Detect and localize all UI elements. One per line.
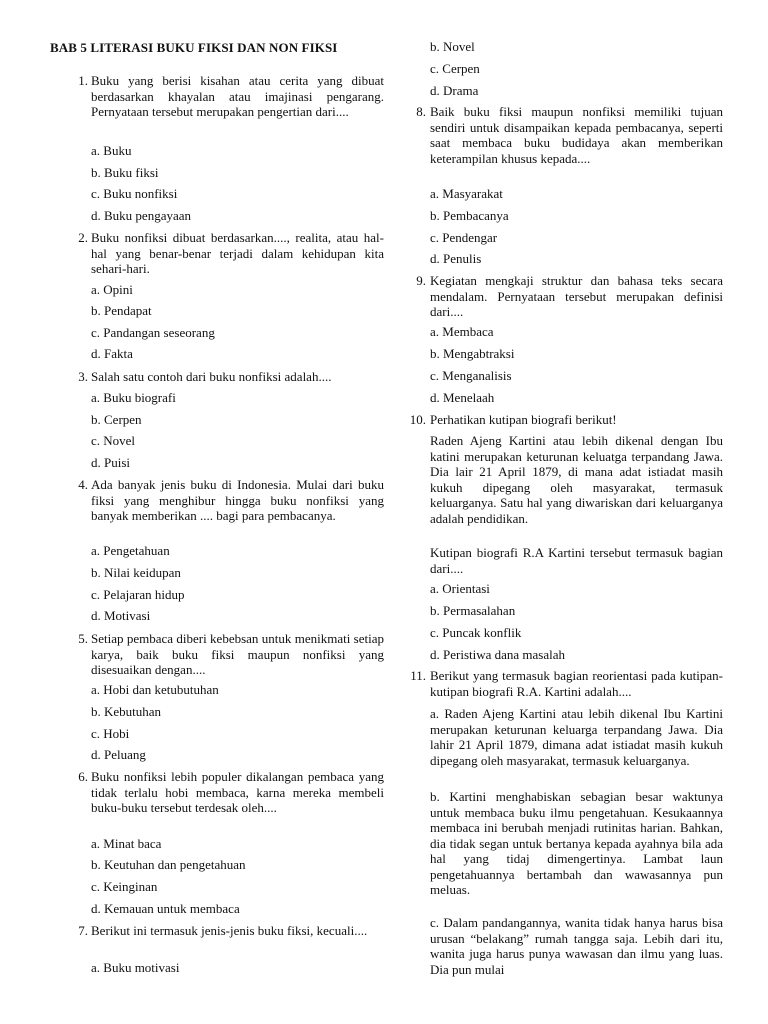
question-text: Ada banyak jenis buku di Indonesia. Mulai dari buku fiksi yang menghibur hingga buku nonfiksi yang banyak memberikan .... bagi para pembacanya. [91,477,384,523]
option-c: c. Hobi [91,726,130,741]
option-a: a. Buku [91,143,132,158]
option-c: c. Pelajaran hidup [91,587,185,602]
option-a: a. Opini [91,282,133,297]
question-10 [406,412,723,428]
option-c: c. Menganalisis [430,368,512,383]
option-d: d. Motivasi [91,608,151,623]
option-a: a. Buku biografi [91,390,176,405]
option-c: c. Novel [91,433,136,448]
option-a: a. Pengetahuan [91,543,170,558]
option-c: c. Keinginan [91,879,158,894]
question-number: 7. [78,923,88,938]
question-number: 4. [78,477,88,492]
question-9 [406,273,723,320]
page-title: BAB 5 LITERASI BUKU FIKSI DAN NON FIKSI [50,40,338,55]
question-number: 6. [78,769,88,784]
question-prompt: Kutipan biografi R.A Kartini tersebut termasuk bagian dari.... [430,545,723,576]
option-d: d. Kemauan untuk membaca [91,901,240,916]
question-text: Berikut yang termasuk bagian reorientasi pada kutipan-kutipan biografi R.A. Kartini adalah.... [430,668,723,699]
option-b: b. Pendapat [91,303,152,318]
option-b: b. Cerpen [91,412,142,427]
option-a: a. Masyarakat [430,186,503,201]
option-d: d. Penulis [430,251,482,266]
question-number: 9. [416,273,426,288]
question-2 [50,230,384,277]
question-text: Berikut ini termasuk jenis-jenis buku fiksi, kecuali.... [91,923,368,938]
option-b: b. Mengabtraksi [430,346,515,361]
option-a: a. Hobi dan ketubutuhan [91,682,219,697]
question-1 [50,73,384,120]
question-6 [50,769,384,816]
question-3 [50,369,384,385]
question-text: Setiap pembaca diberi kebebsan untuk menikmati setiap karya, baik buku fiksi maupun nonfiksi yang disesuaikan dengan.... [91,631,384,677]
option-d: d. Peluang [91,747,146,762]
option-b: b. Buku fiksi [91,165,159,180]
question-text: Buku nonfiksi lebih populer dikalangan pembaca yang tidak terlalu hobi membaca, karna mereka membeli buku-buku tersebut terdesak oleh.... [91,769,384,815]
question-text: Kegiatan mengkaji struktur dan bahasa teks secara mendalam. Pernyataan tersebut merupakan definisi dari.... [430,273,723,319]
question-5 [50,631,384,678]
option-d: d. Fakta [91,346,133,361]
option-a: a. Buku motivasi [91,960,180,975]
biography-quote: Raden Ajeng Kartini atau lebih dikenal dengan Ibu katini merupakan keturunan keluatga terpandang Jawa. Dia lair 21 April 1879, di mana adat istiadat masih kukuh dipegang oleh masyarakat, termasuk keluarganya. Satu hal yang diwariskan dari keluarganya adalah pendidikan. [430,433,723,526]
option-c: c. Buku nonfiksi [91,186,178,201]
option-d: d. Peristiwa dana masalah [430,647,566,662]
option-c: c. Pandangan seseorang [91,325,215,340]
option-b: b. Kartini menghabiskan sebagian besar waktunya untuk membaca buku ilmu pengetahuan. Kesukaannya membaca ini berubah menjadi rutinitas harian. Bahkan, dia tidak segan untuk bertanya kepada ayahnya bila ada hal yang tidaj dimengertinya. Lambat laun pengetahuannya bertambah dan wawasannya pun meluas. [430,789,723,897]
option-c: c. Cerpen [430,61,480,76]
question-number: 8. [416,104,426,119]
option-d: d. Menelaah [430,390,495,405]
option-b: b. Novel [430,39,475,54]
option-c: c. Puncak konflik [430,625,522,640]
question-number: 2. [78,230,88,245]
question-number: 3. [78,369,88,384]
question-11 [406,668,723,699]
question-number: 1. [78,73,88,88]
question-text: Salah satu contoh dari buku nonfiksi adalah.... [91,369,332,384]
option-b: b. Permasalahan [430,603,516,618]
question-text: Baik buku fiksi maupun nonfiksi memiliki tujuan sendiri untuk disampaikan kepada pembacanya, seperti saat membaca buku budidaya akan memberikan keterampilan khusus kepada.... [430,104,723,166]
question-4 [50,477,384,524]
question-number: 5. [78,631,88,646]
option-a: a. Minat baca [91,836,162,851]
option-b: b. Nilai keidupan [91,565,181,580]
option-a: a. Orientasi [430,581,490,596]
option-c: c. Dalam pandangannya, wanita tidak hanya harus bisa urusan “belakang” rumah tangga saja. Lebih dari itu, wanita juga harus punya wawasan dan ilmu yang luas. Dia pun mulai [430,915,723,977]
option-d: d. Drama [430,83,479,98]
question-number: 10. [409,412,426,427]
option-d: d. Buku pengayaan [91,208,192,223]
option-a: a. Membaca [430,324,494,339]
question-7 [50,923,384,939]
question-text: Buku yang berisi kisahan atau cerita yang dibuat berdasarkan khayalan atau imajinasi pengarang. Pernyataan tersebut merupakan pengertian dari.... [91,73,384,119]
question-text: Perhatikan kutipan biografi berikut! [430,412,617,427]
option-b: b. Keutuhan dan pengetahuan [91,857,246,872]
question-number: 11. [410,668,426,683]
option-d: d. Puisi [91,455,131,470]
question-text: Buku nonfiksi dibuat berdasarkan...., realita, atau hal-hal yang benar-benar terjadi dalam kehidupan kita sehari-hari. [91,230,384,276]
option-c: c. Pendengar [430,230,498,245]
option-a: a. Raden Ajeng Kartini atau lebih dikenal Ibu Kartini merupakan keturunan keluarga terpandang Jawa. Dia lahir 21 April 1879, dimana adat istiadat masih kukuh dipegang oleh masyarakat, termasuk keluarganya. [430,706,723,768]
option-b: b. Kebutuhan [91,704,162,719]
question-8 [406,104,723,166]
option-b: b. Pembacanya [430,208,509,223]
